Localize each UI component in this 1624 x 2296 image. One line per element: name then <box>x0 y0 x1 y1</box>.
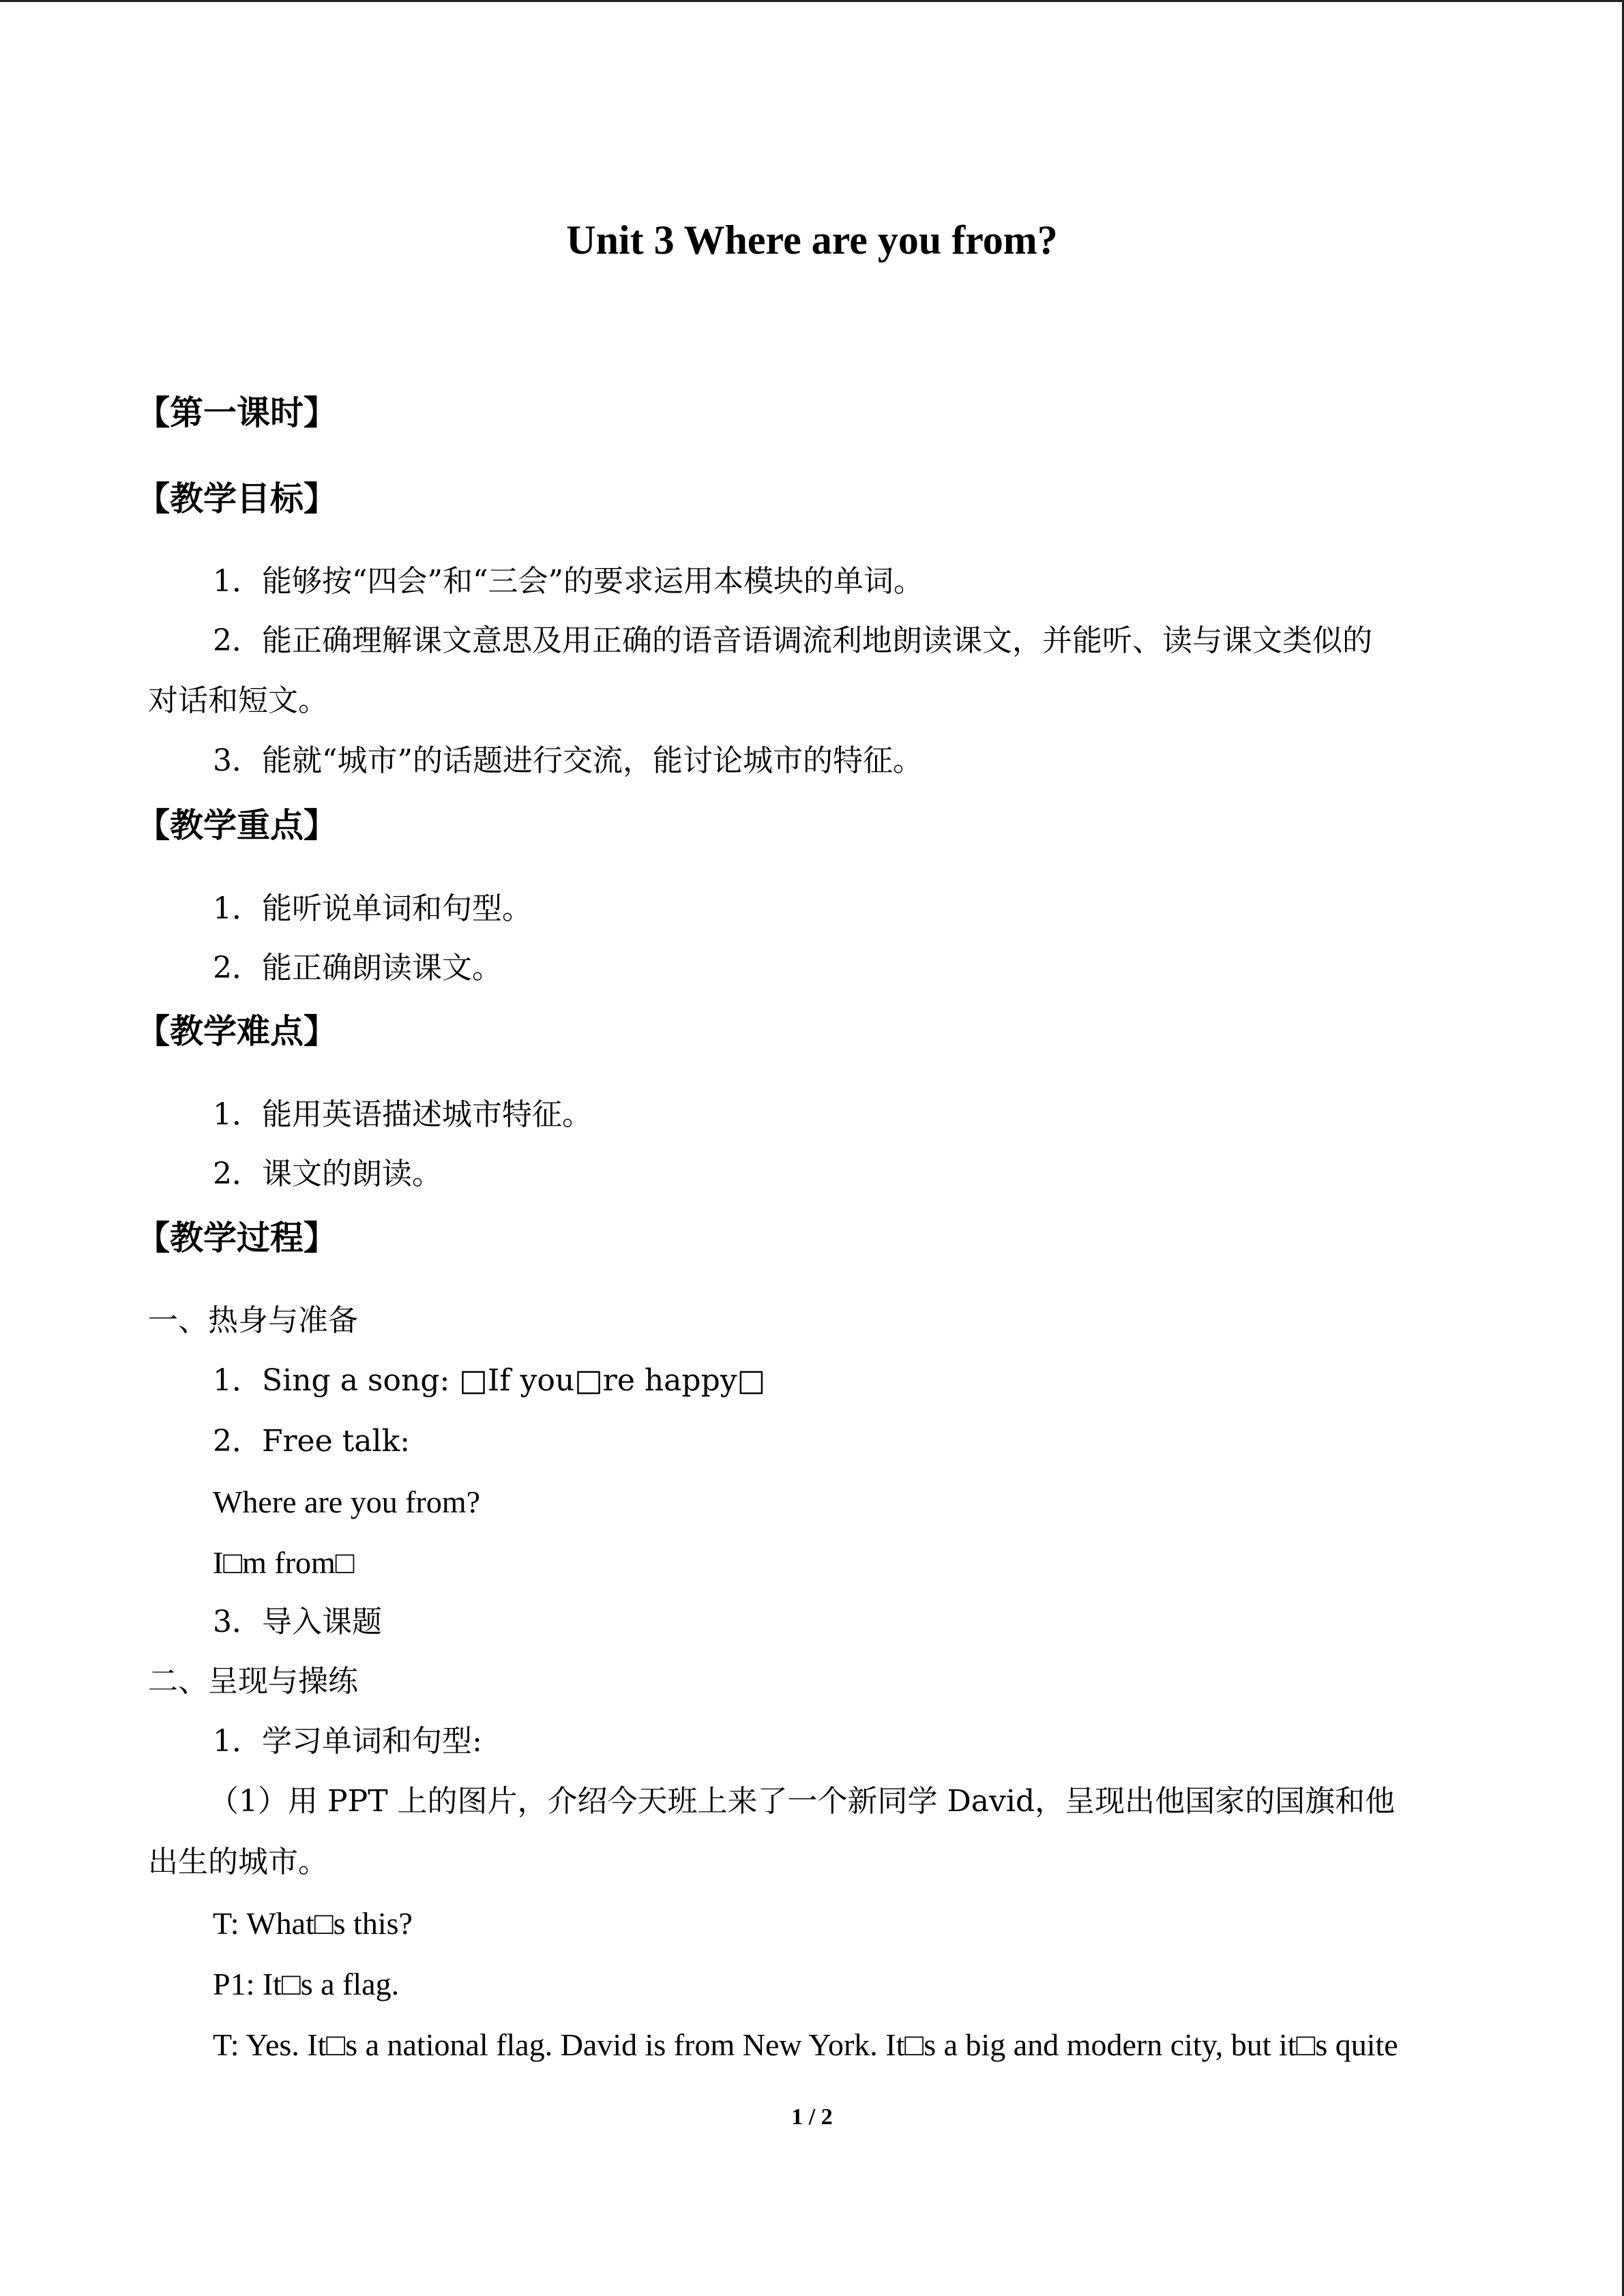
page-border-top <box>0 0 1624 2</box>
page-number: 1 / 2 <box>791 2104 833 2130</box>
process-part-2: 二、呈现与操练 <box>148 1664 358 1699</box>
heading-key-points: 【教学重点】 <box>136 806 338 845</box>
heading-objectives: 【教学目标】 <box>136 479 338 518</box>
process-item-intro: 3．导入课题 <box>213 1605 382 1639</box>
process-sub-item-1: （1）用 PPT 上的图片，介绍今天班上来了一个新同学 David，呈现出他国家的国旗和他 <box>209 1784 1396 1819</box>
dialogue-line-1: T: What□s this? <box>213 1906 413 1941</box>
objective-item-1: 1．能够按“四会”和“三会”的要求运用本模块的单词。 <box>213 564 924 599</box>
dialogue-line-3: T: Yes. It□s a national flag. David is from New York. It□s a big and modern city, but it□s quite <box>213 2027 1398 2062</box>
objective-item-2-cont: 对话和短文。 <box>148 683 328 718</box>
difficulty-item-2: 2．课文的朗读。 <box>213 1157 442 1191</box>
process-item-sing-song: 1．Sing a song: □If you□re happy□ <box>213 1363 766 1398</box>
process-part-1: 一、热身与准备 <box>148 1303 358 1338</box>
key-point-item-1: 1．能听说单词和句型。 <box>213 891 532 926</box>
document-title: Unit 3 Where are you from? <box>566 218 1058 263</box>
objective-item-3: 3．能就“城市”的话题进行交流，能讨论城市的特征。 <box>213 743 923 778</box>
free-talk-answer: I□m from□ <box>213 1545 355 1580</box>
process-item-free-talk: 2．Free talk: <box>213 1424 411 1459</box>
key-point-item-2: 2．能正确朗读课文。 <box>213 951 502 985</box>
objective-item-2: 2．能正确理解课文意思及用正确的语音语调流利地朗读课文，并能听、读与课文类似的 <box>213 623 1372 658</box>
difficulty-item-1: 1．能用英语描述城市特征。 <box>213 1097 592 1132</box>
process-sub-item-1-cont: 出生的城市。 <box>148 1845 328 1879</box>
heading-process: 【教学过程】 <box>136 1219 338 1257</box>
process-item-learn-words: 1．学习单词和句型: <box>213 1724 482 1759</box>
heading-lesson: 【第一课时】 <box>136 393 338 432</box>
free-talk-question: Where are you from? <box>213 1485 481 1519</box>
heading-difficulties: 【教学难点】 <box>136 1012 338 1051</box>
dialogue-line-2: P1: It□s a flag. <box>213 1967 400 2001</box>
